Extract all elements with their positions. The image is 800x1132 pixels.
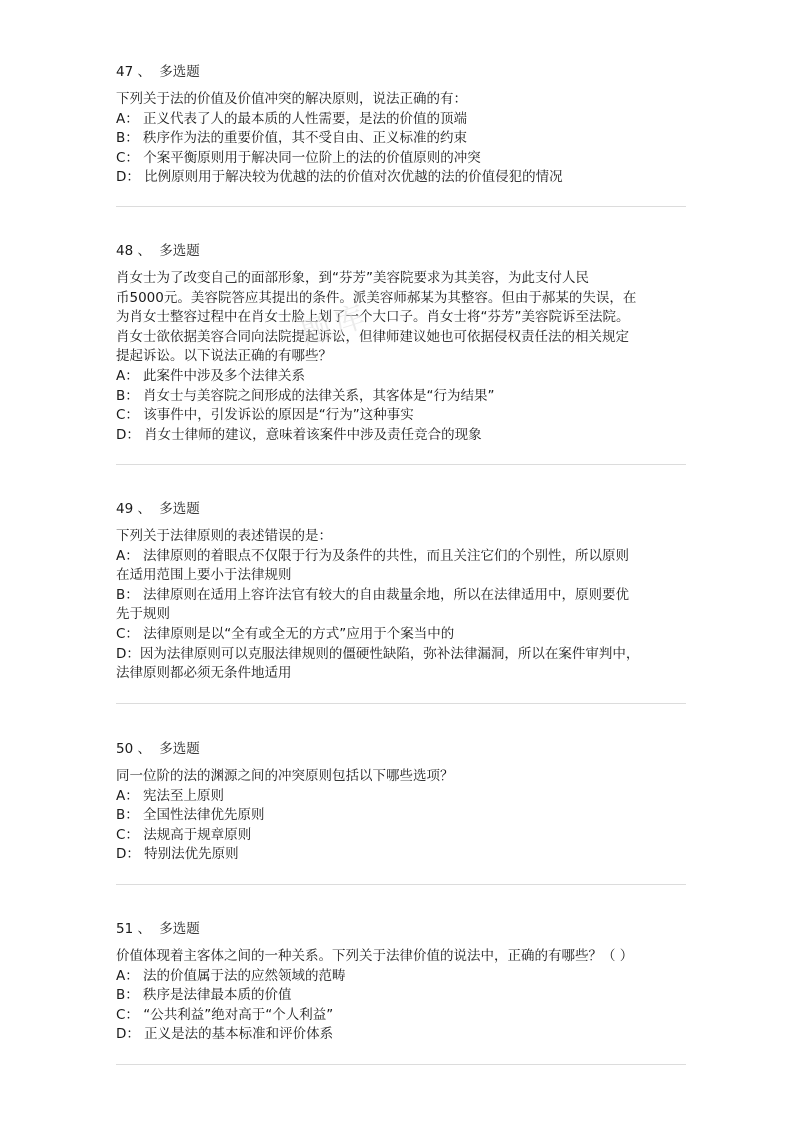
option-line: B： 肖女士与美容院之间形成的法律关系，其客体是“行为结果” (116, 387, 495, 404)
question-51 (116, 919, 686, 1045)
question-48 (116, 241, 686, 445)
option-line: B： 秩序是法律最本质的价值 (116, 987, 292, 1004)
option-line: C： 该事件中，引发诉讼的原因是“行为”这种事实 (116, 407, 414, 424)
stem-line: 肖女士为了改变自己的面部形象，到“芬芳”美容院要求为其美容，为此支付人民 (116, 270, 589, 286)
question-type: 多选题 (159, 501, 200, 517)
question-type: 多选题 (159, 741, 200, 757)
question-divider (116, 703, 686, 704)
option-line: 法律原则都必须无条件地适用 (116, 665, 292, 682)
question-49 (116, 499, 686, 684)
option-line: B： 法律原则在适用上容许法官有较大的自由裁量余地，所以在法律适用中，原则要优 (116, 586, 630, 603)
question-stem (116, 90, 686, 110)
option-line: A： 宪法至上原则 (116, 787, 225, 804)
option-b (116, 586, 686, 625)
stem-line: 价值体现着主客体之间的一种关系。下列关于法律价值的说法中，正确的有哪些？（ ） (116, 948, 634, 964)
question-stem (116, 767, 686, 787)
question-number: 47 (116, 64, 134, 80)
option-line: C： 法律原则是以“全有或全无的方式”应用于个案当中的 (116, 625, 455, 642)
question-50 (116, 739, 686, 865)
option-line: A： 此案件中涉及多个法律关系 (116, 367, 306, 384)
question-type: 多选题 (159, 243, 200, 259)
question-divider (116, 206, 686, 207)
option-b (116, 387, 686, 407)
option-line: D： 比例原则用于解决较为优越的法的价值对次优越的法的价值侵犯的情况 (116, 169, 563, 186)
option-c (116, 149, 686, 169)
option-b (116, 986, 686, 1006)
option-line: B： 全国性法律优先原则 (116, 807, 265, 824)
option-line: C： 个案平衡原则用于解决同一位阶上的法的价值原则的冲突 (116, 149, 481, 166)
option-line: A： 法律原则的着眼点不仅限于行为及条件的共性，而且关注它们的个别性，所以原则 (116, 547, 630, 564)
option-line: D： 正义是法的基本标准和评价体系 (116, 1026, 334, 1043)
option-a (116, 110, 686, 130)
stem-line: 提起诉讼。以下说法正确的有哪些？ (116, 348, 332, 365)
watermark: 题库 (297, 298, 373, 353)
stem-line: 肖女士欲依据美容合同向法院提起诉讼，但律师建议她也可依据侵权责任法的相关规定 (116, 328, 629, 345)
stem-line: 同一位阶的法的渊源之间的冲突原则包括以下哪些选项？ (116, 768, 454, 784)
option-b (116, 129, 686, 149)
option-line: D：因为法律原则可以克服法律规则的僵硬性缺陷，弥补法律漏洞，所以在案件审判中， (116, 645, 640, 662)
question-header (116, 499, 686, 519)
option-d (116, 168, 686, 188)
question-type: 多选题 (159, 64, 200, 80)
option-c (116, 625, 686, 645)
option-a (116, 967, 686, 987)
question-number: 48 (116, 243, 134, 259)
option-d (116, 645, 686, 684)
stem-line: 下列关于法律原则的表述错误的是： (116, 528, 332, 544)
question-divider (116, 884, 686, 885)
question-separator: 、 (137, 921, 151, 937)
question-number: 49 (116, 501, 134, 517)
option-c (116, 826, 686, 846)
question-separator: 、 (137, 243, 151, 259)
option-d (116, 845, 686, 865)
option-line: C： “公共利益”绝对高于“个人利益” (116, 1006, 334, 1023)
question-separator: 、 (137, 501, 151, 517)
option-line: B： 秩序作为法的重要价值，其不受自由、正义标准的约束 (116, 130, 468, 147)
option-line: A： 正义代表了人的最本质的人性需要，是法的价值的顶端 (116, 110, 468, 127)
question-stem (116, 269, 686, 367)
option-a (116, 547, 686, 586)
option-line: 先于规则 (116, 606, 170, 623)
question-type: 多选题 (159, 921, 200, 937)
question-47 (116, 62, 686, 188)
question-header (116, 241, 686, 261)
question-divider (116, 464, 686, 465)
option-d (116, 1025, 686, 1045)
question-number: 50 (116, 741, 134, 757)
question-header (116, 739, 686, 759)
question-stem (116, 527, 686, 547)
option-line: D： 特别法优先原则 (116, 846, 239, 863)
question-separator: 、 (137, 741, 151, 757)
stem-line: 下列关于法的价值及价值冲突的解决原则，说法正确的有： (116, 91, 467, 107)
option-line: 在适用范围上要小于法律规则 (116, 567, 292, 584)
option-c (116, 1006, 686, 1026)
option-b (116, 806, 686, 826)
option-a (116, 787, 686, 807)
option-c (116, 406, 686, 426)
option-line: C： 法规高于规章原则 (116, 826, 252, 843)
option-line: D： 肖女士律师的建议，意味着该案件中涉及责任竞合的现象 (116, 426, 482, 443)
option-d (116, 426, 686, 446)
option-a (116, 367, 686, 387)
option-line: A： 法的价值属于法的应然领域的范畴 (116, 967, 346, 984)
question-stem (116, 947, 686, 967)
question-divider (116, 1064, 686, 1065)
question-separator: 、 (137, 64, 151, 80)
stem-line: 币5000元。美容院答应其提出的条件。派美容师郝某为其整容。但由于郝某的失误，在 (116, 289, 637, 306)
question-header (116, 62, 686, 82)
stem-line: 为肖女士整容过程中在肖女士脸上划了一个大口子。肖女士将“芬芳”美容院诉至法院。 (116, 309, 630, 326)
question-header (116, 919, 686, 939)
question-number: 51 (116, 921, 134, 937)
